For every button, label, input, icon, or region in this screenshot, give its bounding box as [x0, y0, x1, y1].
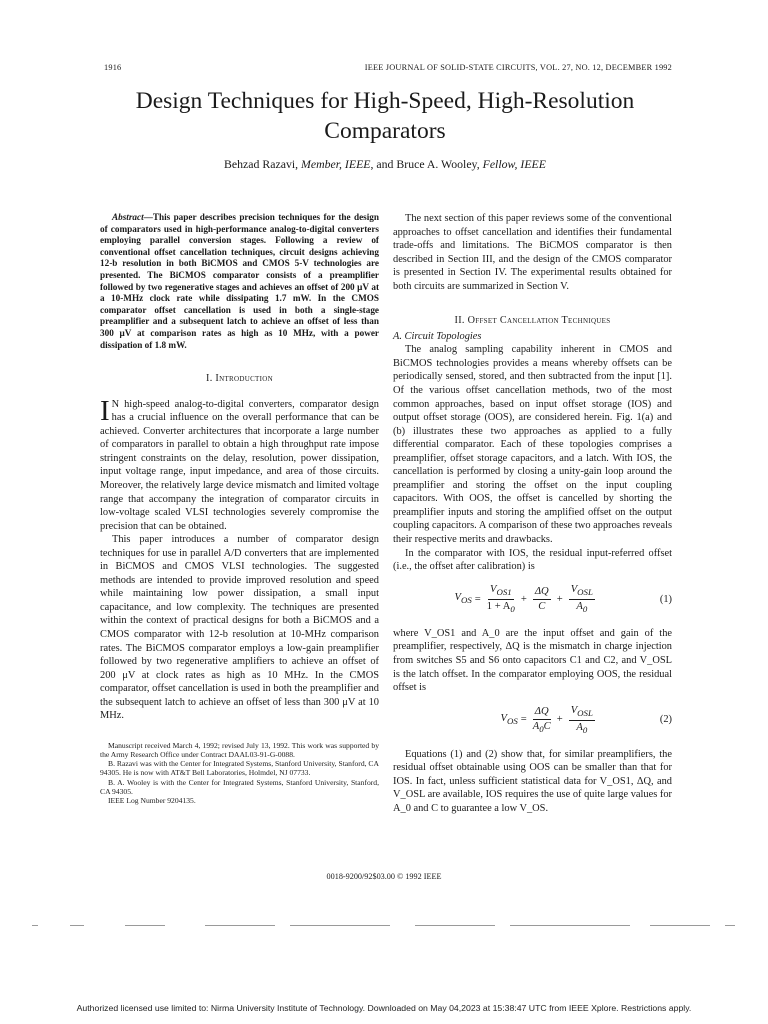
eq1-term-1: $\frac{V_{OS1}}{1 + A_0}$ [486, 583, 515, 614]
author-line: Behzad Razavi, Member, IEEE, and Bruce A. Wooley, Fellow, IEEE [224, 157, 546, 171]
author-2-role: Fellow, IEEE [482, 157, 546, 171]
section-2-heading [393, 314, 672, 328]
title-line-2: Comparators [324, 118, 446, 144]
roadmap-paragraph: The next section of this paper reviews some of the conventional approaches to offset cancellation and identifies their fundamental trade-offs and limitations. The BiCMOS comparator is then described in Section III, and the design of the CMOS comparator is presented in Section IV. The experimental results obtained for both circuits are summarized in Section V. [393, 213, 672, 292]
section-1-title: Introduction [215, 373, 273, 385]
right-column [393, 212, 672, 816]
equation-2-number: (2) [659, 714, 672, 726]
scan-artifact-marks [30, 924, 740, 928]
author-conjunction: and [376, 157, 394, 171]
equation-1-number: (1) [659, 593, 672, 605]
title-line-1: Design Techniques for High-Speed, High-Resolution [135, 88, 635, 114]
eq2-lhs: $V_{OS}$ [500, 712, 518, 727]
eq1-term-2: $\frac{\Delta Q}{C}$ [534, 585, 549, 612]
page-number: 1916 [104, 63, 122, 72]
section-1-heading [100, 372, 379, 386]
topologies-paragraph-1: The analog sampling capability inherent in CMOS and BiCMOS technologies provides a means whereby offsets can be periodically sensed, stored, and then subtracted from the input [1]. Of the various offset cancellation methods, two of the most common approaches, based on input offset storage (IOS) and output offset storage (OOS), are considered herein. Fig. 1(a) and (b) illustrates these two approaches as applied to a fully differential comparator. Each of these topologies comprises a preamplifier, offset storage capacitors, and a latch. With IOS, the cancellation is performed by closing a unity-gain loop around the preamplifier and storing the offset on the input coupling capacitors. With OOS, the offset is cancelled by shorting the preamplifier inputs and storing the amplified offset on the output coupling capacitors. A comparison of these two approaches reveals their respective merits and drawbacks. [393, 344, 672, 546]
abstract-text: This paper describes precision techniques for the design of comparators used in high-performance analog-to-digital converters employing parallel conversion stages. Following a review of conventional offset cancellation techniques, circuit designs achieving 12-b resolution in both BiCMOS and CMOS 5-V technologies are presented. The BiCMOS comparator consists of a preamplifier followed by two regenerative stages and achieves an offset of 200 μV at a 10-MHz clock rate while dissipating 1.7 mW. In the CMOS comparator offset cancellation is used in both a single-stage preamplifier and a subsequent latch to achieve an offset of less than 300 μV at comparison rates as high as 10 MHz, with a power dissipation of 1.8 mW. [100, 212, 379, 350]
topologies-paragraph-2: In the comparator with IOS, the residual input-referred offset (i.e., the offset after calibration) is [393, 547, 672, 573]
equation-2 [393, 705, 672, 736]
subsection-a-heading: A. Circuit Topologies [393, 330, 482, 342]
footnotes [100, 741, 379, 805]
author-2-name: Bruce A. Wooley [396, 157, 477, 171]
left-column [100, 212, 379, 805]
intro-paragraph-1 [100, 394, 379, 533]
equation-1 [393, 584, 672, 615]
intro-paragraph-2: This paper introduces a number of comparator design techniques for use in parallel A/D converters that are implemented in BiCMOS and CMOS VLSI technologies. The suggested methods are intended to provide improved resolution and speed while maintaining low power dissipation, a small input capacitance, and low complexity. The techniques are presented within the context of practical designs for both a BiCMOS and a CMOS comparator with 12-b resolution at 10-MHz comparison rates. The BiCMOS comparator employs a low-gain preamplifier followed by two regenerative amplifiers to achieve an offset of 200 μV at clock rates as high as 10 MHz. In the CMOS comparator, offset cancellation is used in both the preamplifier and the subsequent latch to achieve an offset of less than 300 μV at 10 MHz. [100, 534, 379, 722]
footnote-log-number: IEEE Log Number 9204135. [108, 796, 196, 806]
intro-paragraph-1-text: N high-speed analog-to-digital converters, comparator design has a crucial influence on the overall performance that can be achieved. Converter architectures that incorporate a large number of comparators in parallel to obtain a high throughput rate impose stringent constraints on the delay, resolution, power dissipation, input voltage range, input impedance, and area of those circuits. Moreover, the relatively large device mismatch and limited voltage range that accompany the integration of comparator circuits in low-voltage scaled VLSI technologies severely compromise the precision that can be obtained. [100, 398, 379, 532]
equation-2-body: $V_{OS}$ = $\frac{\Delta Q}{A_0C}$ + $\frac{V_{OSL}}{A_0}$ [500, 704, 593, 735]
topologies-paragraph-4: Equations (1) and (2) show that, for similar preamplifiers, the residual offset obtainable using OOS can be smaller than that for IOS. In fact, unless sufficient statistical data for V_OS1, ΔQ, and V_OSL are available, IOS requires the use of quite large values for A_0 and C to guarantee a low V_OS. [393, 748, 672, 815]
abstract: Abstract—This paper describes precision techniques for the design of comparators used in high-performance analog-to-digital converters employing parallel conversion stages. Following a review of conventional offset cancellation techniques, circuit designs achieving 12-b resolution in both BiCMOS and CMOS 5-V technologies are presented. The BiCMOS comparator consists of a preamplifier followed by two regenerative stages and achieves an offset of 200 μV at a 10-MHz clock rate while dissipating 1.7 mW. In the CMOS comparator offset cancellation is used in both a single-stage preamplifier and a subsequent latch to achieve an offset of less than 300 μV at comparison rates as high as 10 MHz, with a power dissipation of 1.8 mW. [100, 212, 379, 350]
topologies-paragraph-3: where V_OS1 and A_0 are the input offset and gain of the preamplifier, respectively, ΔQ is the mismatch in charge injection from switches S5 and S6 onto capacitors C1 and C2, and V_OSL is the latch offset. In the comparator employing OOS, the residual offset is [393, 627, 672, 694]
eq2-term-2: $\frac{V_{OSL}}{A_0}$ [570, 704, 593, 735]
section-2-title: Offset Cancellation Techniques [467, 315, 611, 327]
copyright-line: 0018-9200/92$03.00 © 1992 IEEE [326, 872, 442, 881]
section-1-number: I. [206, 373, 213, 385]
author-1-role: Member, IEEE [301, 157, 371, 171]
footnote-wooley: B. A. Wooley is with the Center for Integrated Systems, Stanford University, Stanford, CA 94305. [100, 777, 379, 796]
equation-1-body: $V_{OS}$ = $\frac{V_{OS1}}{1 + A_0}$ + $\frac{\Delta Q}{C}$ + $\frac{V_{OSL}}{A_0}$ [454, 583, 593, 614]
drop-cap: I [100, 394, 110, 427]
footnote-manuscript: Manuscript received March 4, 1992; revised July 13, 1992. This work was supported by the Army Research Office under Contract DAAL03-91-G-0088. [100, 740, 379, 759]
journal-header: IEEE JOURNAL OF SOLID-STATE CIRCUITS, VOL. 27, NO. 12, DECEMBER 1992 [364, 63, 672, 72]
paper-title [70, 86, 700, 146]
eq1-lhs: $V_{OS}$ [454, 591, 472, 606]
author-1-name: Behzad Razavi [224, 157, 296, 171]
eq1-term-3: $\frac{V_{OSL}}{A_0}$ [570, 583, 593, 614]
license-footer: Authorized licensed use limited to: Nirma University Institute of Technology. Downloaded on May 04,2023 at 15:38:47 UTC from IEEE Xplore. Restrictions apply. [76, 1003, 692, 1013]
footnote-razavi: B. Razavi was with the Center for Integrated Systems, Stanford University, Stanford, CA 94305. He is now with AT&T Bell Laboratories, Holmdel, NJ 07733. [100, 759, 379, 778]
abstract-label: Abstract [112, 212, 144, 222]
section-2-number: II. [454, 315, 465, 327]
eq2-term-1: $\frac{\Delta Q}{A_0C}$ [532, 705, 551, 734]
